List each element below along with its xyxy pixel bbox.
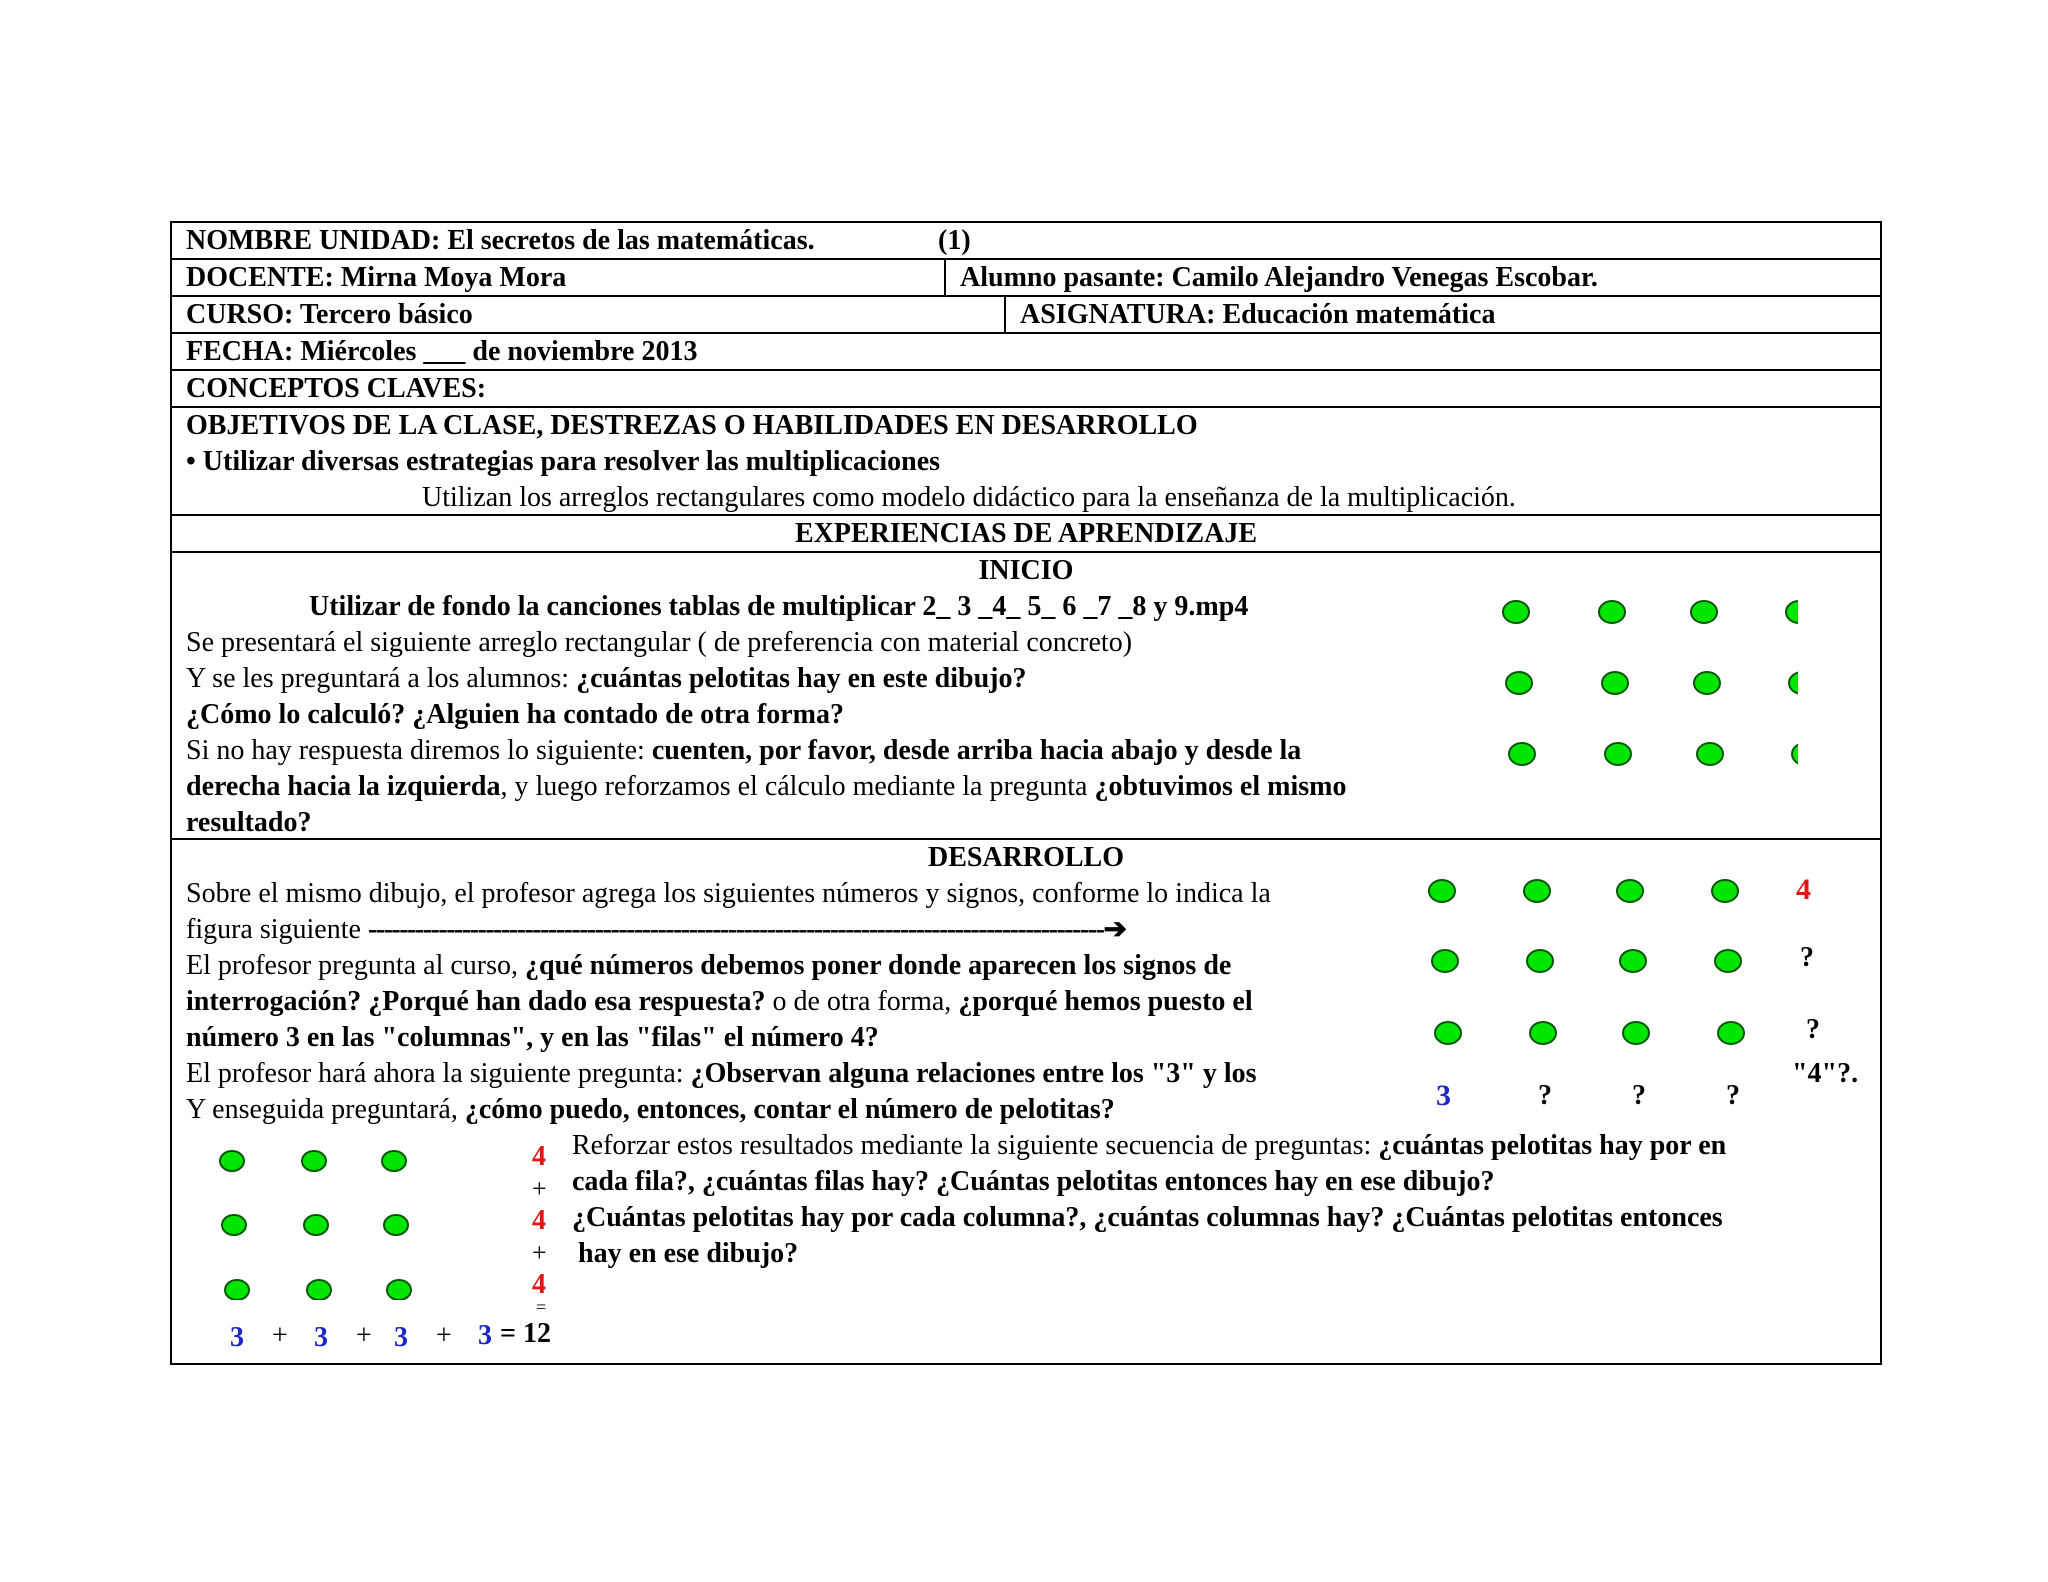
docente-cell: DOCENTE: Mirna Moya Mora	[172, 260, 946, 295]
inicio-song: Utilizar de fondo la canciones tablas de multiplicar 2_ 3 _4_ 5_ 6 _7 _8 y 9.mp4	[309, 591, 1249, 622]
ball	[1429, 880, 1455, 902]
inicio-line-6: resultado?	[186, 807, 312, 838]
unidad-label: NOMBRE UNIDAD:	[186, 225, 441, 256]
desarrollo-line-1: Sobre el mismo dibujo, el profesor agrega los siguientes números y signos, conforme lo indica la	[186, 878, 1271, 909]
ball	[1432, 950, 1458, 972]
curso-cell: CURSO: Tercero básico	[172, 297, 1006, 332]
sum-four-3: 4	[532, 1269, 546, 1300]
objetivos-title: OBJETIVOS DE LA CLASE, DESTREZAS O HABILIDADES EN DESARROLLO	[186, 410, 1198, 441]
desarrollo-line-5: número 3 en las "columnas", y en las "filas" el número 4?	[186, 1022, 879, 1053]
desarrollo-line-2: figura siguiente ----------------------------------------------------------------------------------------------➔	[186, 914, 1127, 945]
ball	[1506, 672, 1532, 694]
inicio-line-3: ¿Cómo lo calculó? ¿Alguien ha contado de otra forma?	[186, 699, 844, 730]
row-unidad	[170, 221, 1882, 258]
inicio-ball-array	[1478, 593, 1798, 793]
ball	[1617, 880, 1643, 902]
sum-plus-h1: +	[272, 1320, 288, 1351]
row-question-1: ?	[1800, 942, 1814, 973]
inicio-line-4: Si no hay respuesta diremos lo siguiente: cuenten, por favor, desde arriba hacia abajo y desde la	[186, 735, 1302, 766]
conceptos-cell: CONCEPTOS CLAVES:	[186, 373, 487, 404]
ball	[307, 1280, 331, 1300]
ball	[384, 1215, 408, 1235]
ball	[1691, 601, 1717, 623]
row-count-four: 4	[1796, 873, 1811, 906]
sum-plus-h2: +	[356, 1320, 372, 1351]
experiencias-title: EXPERIENCIAS DE APRENDIZAJE	[794, 518, 1258, 549]
ball	[220, 1151, 244, 1171]
desarrollo-line-7: Y enseguida preguntará, ¿cómo puedo, entonces, contar el número de pelotitas?	[186, 1094, 1115, 1125]
sum-equals-vertical: =	[536, 1297, 547, 1317]
ball	[1605, 743, 1631, 765]
objetivos-subtext: Utilizan los arreglos rectangulares como modelo didáctico para la enseñanza de la multiplicación.	[422, 482, 1516, 513]
fecha-cell: FECHA: Miércoles ___ de noviembre 2013	[186, 336, 698, 367]
ball	[1718, 1022, 1744, 1044]
column-question-3: ?	[1726, 1080, 1740, 1111]
ball	[387, 1280, 411, 1300]
ball	[225, 1280, 249, 1300]
sum-plus-v2: +	[532, 1238, 547, 1267]
ball	[382, 1151, 406, 1171]
ball	[1524, 880, 1550, 902]
ball	[1527, 950, 1553, 972]
arrow-icon: ➔	[1103, 914, 1127, 945]
ball	[1503, 601, 1529, 623]
ball	[1792, 743, 1798, 765]
row-question-2: ?	[1806, 1014, 1820, 1045]
row-desarrollo	[170, 838, 1882, 1365]
desarrollo-title: DESARROLLO	[927, 842, 1125, 873]
alumno-cell: Alumno pasante: Camilo Alejandro Venegas Escobar.	[960, 262, 1598, 293]
ball	[1620, 950, 1646, 972]
sum-total: = 12	[500, 1318, 551, 1349]
ball	[1697, 743, 1723, 765]
ball	[222, 1215, 246, 1235]
column-question-2: ?	[1632, 1080, 1646, 1111]
column-question-1: ?	[1538, 1080, 1552, 1111]
ball	[1623, 1022, 1649, 1044]
inicio-line-2: Y se les preguntará a los alumnos: ¿cuántas pelotitas hay en este dibujo?	[186, 663, 1027, 694]
ball	[1786, 601, 1798, 623]
sum-three-4: 3	[478, 1320, 492, 1351]
desarrollo-ball-array	[1410, 870, 1770, 1070]
desarrollo-four-quote: "4"?.	[1792, 1058, 1859, 1089]
row-docente	[170, 258, 1882, 295]
sum-three-3: 3	[394, 1322, 408, 1353]
column-count-three: 3	[1436, 1079, 1451, 1112]
ball	[1530, 1022, 1556, 1044]
row-experiencias	[170, 514, 1882, 551]
ball	[1789, 672, 1798, 694]
sum-plus-v1: +	[532, 1174, 547, 1203]
row-objetivos	[170, 406, 1882, 514]
inicio-title: INICIO	[978, 555, 1074, 586]
sum-ball-array	[212, 1140, 452, 1300]
sum-four-1: 4	[532, 1141, 546, 1172]
ball	[304, 1215, 328, 1235]
asignatura-cell: ASIGNATURA: Educación matemática	[1020, 299, 1496, 330]
ball	[1435, 1022, 1461, 1044]
ball	[1712, 880, 1738, 902]
sum-four-2: 4	[532, 1205, 546, 1236]
unidad-number: (1)	[938, 225, 971, 256]
unidad-value: El secretos de las matemáticas.	[447, 225, 815, 256]
ball	[1602, 672, 1628, 694]
sum-plus-h3: +	[436, 1320, 452, 1351]
inicio-line-5: derecha hacia la izquierda, y luego reforzamos el cálculo mediante la pregunta ¿obtuvimos el mismo	[186, 771, 1347, 802]
ball	[1715, 950, 1741, 972]
refuerzo-line-4: hay en ese dibujo?	[578, 1238, 799, 1269]
ball	[1509, 743, 1535, 765]
objetivos-bullet: • Utilizar diversas estrategias para resolver las multiplicaciones	[186, 446, 941, 477]
row-conceptos	[170, 369, 1882, 406]
refuerzo-line-2: cada fila?, ¿cuántas filas hay? ¿Cuántas pelotitas entonces hay en ese dibujo?	[572, 1166, 1495, 1197]
row-inicio	[170, 551, 1882, 838]
lesson-plan-table	[170, 221, 1882, 1365]
desarrollo-line-4: interrogación? ¿Porqué han dado esa respuesta? o de otra forma, ¿porqué hemos puesto el	[186, 986, 1253, 1017]
sum-three-1: 3	[230, 1322, 244, 1353]
desarrollo-line-3: El profesor pregunta al curso, ¿qué números debemos poner donde aparecen los signos de	[186, 950, 1232, 981]
refuerzo-line-3: ¿Cuántas pelotitas hay por cada columna?, ¿cuántas columnas hay? ¿Cuántas pelotitas entonces	[572, 1202, 1723, 1233]
ball	[1694, 672, 1720, 694]
refuerzo-line-1: Reforzar estos resultados mediante la siguiente secuencia de preguntas: ¿cuántas pelotitas hay por en	[572, 1130, 1727, 1161]
desarrollo-line-6: El profesor hará ahora la siguiente pregunta: ¿Observan alguna relaciones entre los "3" y los	[186, 1058, 1257, 1089]
row-fecha	[170, 332, 1882, 369]
ball	[1599, 601, 1625, 623]
ball	[302, 1151, 326, 1171]
inicio-line-1: Se presentará el siguiente arreglo rectangular ( de preferencia con material concreto)	[186, 627, 1133, 658]
sum-three-2: 3	[314, 1322, 328, 1353]
row-curso	[170, 295, 1882, 332]
